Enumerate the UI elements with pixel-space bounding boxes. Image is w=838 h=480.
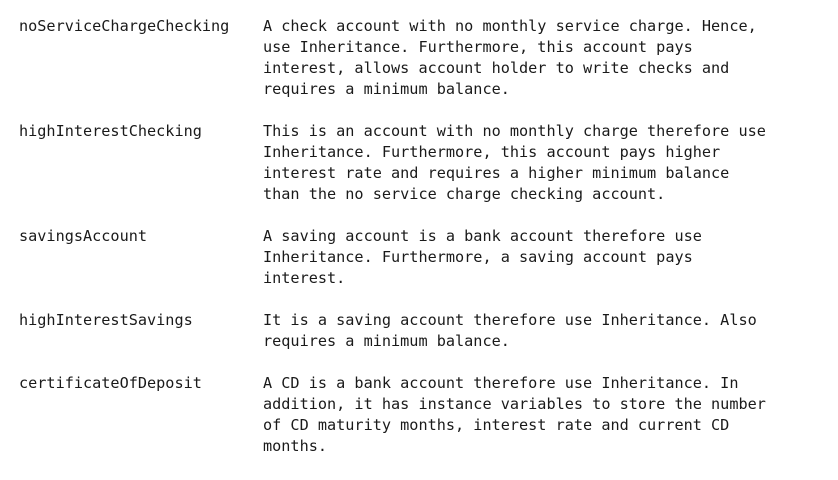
description-line: interest rate and requires a higher minimum balance xyxy=(263,164,730,182)
description-line: of CD maturity months, interest rate and current CD xyxy=(263,416,730,434)
entry-term: savingsAccount xyxy=(19,227,148,245)
description-line: than the no service charge checking account. xyxy=(263,185,666,203)
entry-description xyxy=(263,121,813,205)
description-line: requires a minimum balance. xyxy=(263,332,510,350)
description-line: This is an account with no monthly charge therefore use xyxy=(263,122,766,140)
description-line: requires a minimum balance. xyxy=(263,80,510,98)
description-line: A CD is a bank account therefore use Inheritance. In xyxy=(263,374,739,392)
description-line: Inheritance. Furthermore, a saving account pays xyxy=(263,248,693,266)
entry-savings-account xyxy=(19,226,819,289)
entry-description xyxy=(263,16,813,100)
entry-description xyxy=(263,373,813,457)
entry-certificate-of-deposit xyxy=(19,373,819,457)
entry-term: certificateOfDeposit xyxy=(19,374,202,392)
entry-term: highInterestSavings xyxy=(19,311,193,329)
entry-high-interest-checking xyxy=(19,121,819,205)
entry-term: highInterestChecking xyxy=(19,122,202,140)
entry-high-interest-savings xyxy=(19,310,819,352)
entry-term: noServiceChargeChecking xyxy=(19,17,230,35)
entry-no-service-charge-checking xyxy=(19,16,819,100)
description-line: Inheritance. Furthermore, this account pays higher xyxy=(263,143,721,161)
entry-description xyxy=(263,310,813,352)
description-line: It is a saving account therefore use Inheritance. Also xyxy=(263,311,757,329)
description-line: A saving account is a bank account therefore use xyxy=(263,227,702,245)
description-line: A check account with no monthly service charge. Hence, xyxy=(263,17,757,35)
description-line: interest, allows account holder to write checks and xyxy=(263,59,730,77)
definition-list xyxy=(19,16,819,478)
description-line: addition, it has instance variables to store the number xyxy=(263,395,766,413)
entry-description xyxy=(263,226,813,289)
description-line: interest. xyxy=(263,269,346,287)
description-line: use Inheritance. Furthermore, this account pays xyxy=(263,38,693,56)
description-line: months. xyxy=(263,437,328,455)
